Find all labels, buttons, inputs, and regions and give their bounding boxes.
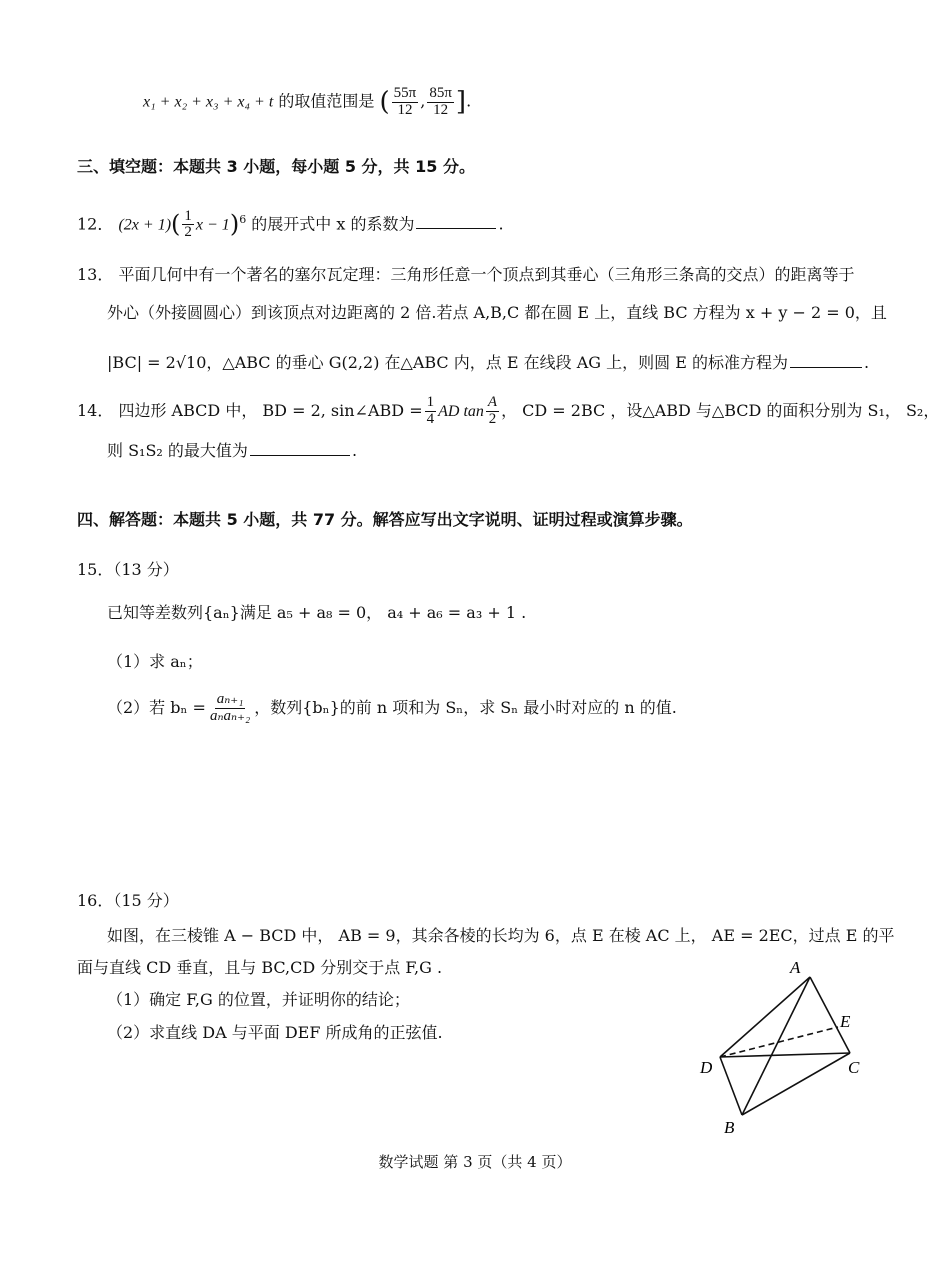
q15-fraction: $\frac{\text{aₙ₊₁}}{\text{aₙaₙ₊₂}}$	[209, 691, 251, 724]
question-12: 12． (2x + 1)( $\frac{1}{2}$ x − 1)$^6$ 的展开式中 x 的系数为 .	[77, 207, 504, 241]
edge-ab	[742, 977, 810, 1115]
question-16-line-1: 如图，在三棱锥 A − BCD 中， AB = 9，其余各棱的长均为 6，点 E 在棱 AC 上， AE = 2EC，过点 E 的平	[107, 926, 895, 945]
question-13-line-3: |BC| = 2√10，△ABC 的垂心 G(2,2) 在△ABC 内，点 E 在线段 AG 上，则圆 E 的标准方程为 .	[107, 353, 870, 372]
edge-db	[720, 1057, 742, 1115]
question-number: 13．	[77, 265, 114, 284]
question-16-part-2: （2）求直线 DA 与平面 DEF 所成角的正弦值.	[107, 1023, 443, 1042]
q14-fraction-half-angle: $\frac{A}{2}$	[487, 394, 498, 427]
range-text: 的取值范围是	[278, 91, 375, 111]
tetrahedron-figure	[690, 955, 880, 1140]
question-13-line-2: 外心（外接圆圆心）到该顶点对边距离的 2 倍.若点 A,B,C 都在圆 E 上，直线 BC 方程为 x + y − 2 = 0，且	[107, 303, 887, 322]
range-upper-fraction: $\frac{85\pi}{12}$	[429, 84, 452, 118]
question-16-number: 16．（15 分）	[77, 891, 179, 910]
carry-over-line: x₁ + x₂ + x₃ + x₄ + t 的取值范围是 ( $\frac{55\pi}{12}$ , $\frac{85\pi}{12}$ ].	[143, 84, 472, 118]
question-15-number: 15．（13 分）	[77, 560, 179, 579]
question-14-line-2: 则 S₁S₂ 的最大值为 .	[107, 441, 358, 460]
label-b: B	[724, 1118, 735, 1137]
edge-dc	[720, 1053, 850, 1057]
label-a: A	[790, 958, 801, 977]
q12-fraction: $\frac{1}{2}$	[184, 207, 192, 241]
question-16-part-1: （1）确定 F,G 的位置，并证明你的结论；	[107, 990, 410, 1009]
question-15-part-1: （1）求 aₙ；	[107, 652, 203, 671]
sum-expression: x₁ + x₂ + x₃ + x₄ + t	[143, 93, 274, 111]
section-4-heading: 四、解答题：本题共 5 小题，共 77 分。解答应写出文字说明、证明过程或演算步骤。	[77, 510, 693, 529]
question-15-stem: 已知等差数列{aₙ}满足 a₅ + a₈ = 0， a₄ + a₆ = a₃ + 1 .	[107, 603, 527, 622]
section-3-heading: 三、填空题：本题共 3 小题，每小题 5 分，共 15 分。	[77, 157, 475, 176]
question-15-part-2: （2）若 bₙ = $\frac{\text{aₙ₊₁}}{\text{aₙaₙ₊₂}}$ ，数列{bₙ}的前 n 项和为 Sₙ，求 Sₙ 最小时对应的 n 的值.	[107, 691, 677, 724]
label-e: E	[840, 1012, 851, 1031]
range-interval: (	[379, 87, 390, 117]
question-16-line-2: 面与直线 CD 垂直，且与 BC,CD 分别交于点 F,G .	[77, 958, 443, 977]
edge-bc	[742, 1053, 850, 1115]
question-13-line-1: 13． 平面几何中有一个著名的塞尔瓦定理：三角形任意一个顶点到其垂心（三角形三条高的交点）的距离等于	[77, 265, 855, 284]
label-d: D	[700, 1058, 713, 1077]
answer-blank	[790, 366, 862, 368]
page-footer: 数学试题 第 3 页（共 4 页）	[378, 1153, 572, 1171]
answer-blank	[416, 227, 496, 229]
question-14-line-1: 14． 四边形 ABCD 中， BD = 2, sin∠ABD = $\frac{1}{4}$ AD tan $\frac{A}{2}$ ， CD = 2BC ，设△ABD 与△BCD 的面积分别为 S₁， S₂，	[77, 394, 940, 427]
q14-fraction-quarter: $\frac{1}{4}$	[426, 394, 435, 427]
question-number: 12．	[77, 214, 114, 234]
answer-blank	[250, 454, 350, 456]
edge-ad	[720, 977, 810, 1057]
label-c: C	[848, 1058, 860, 1077]
question-number: 14．	[77, 400, 114, 420]
range-lower-fraction: $\frac{55\pi}{12}$	[393, 84, 417, 118]
